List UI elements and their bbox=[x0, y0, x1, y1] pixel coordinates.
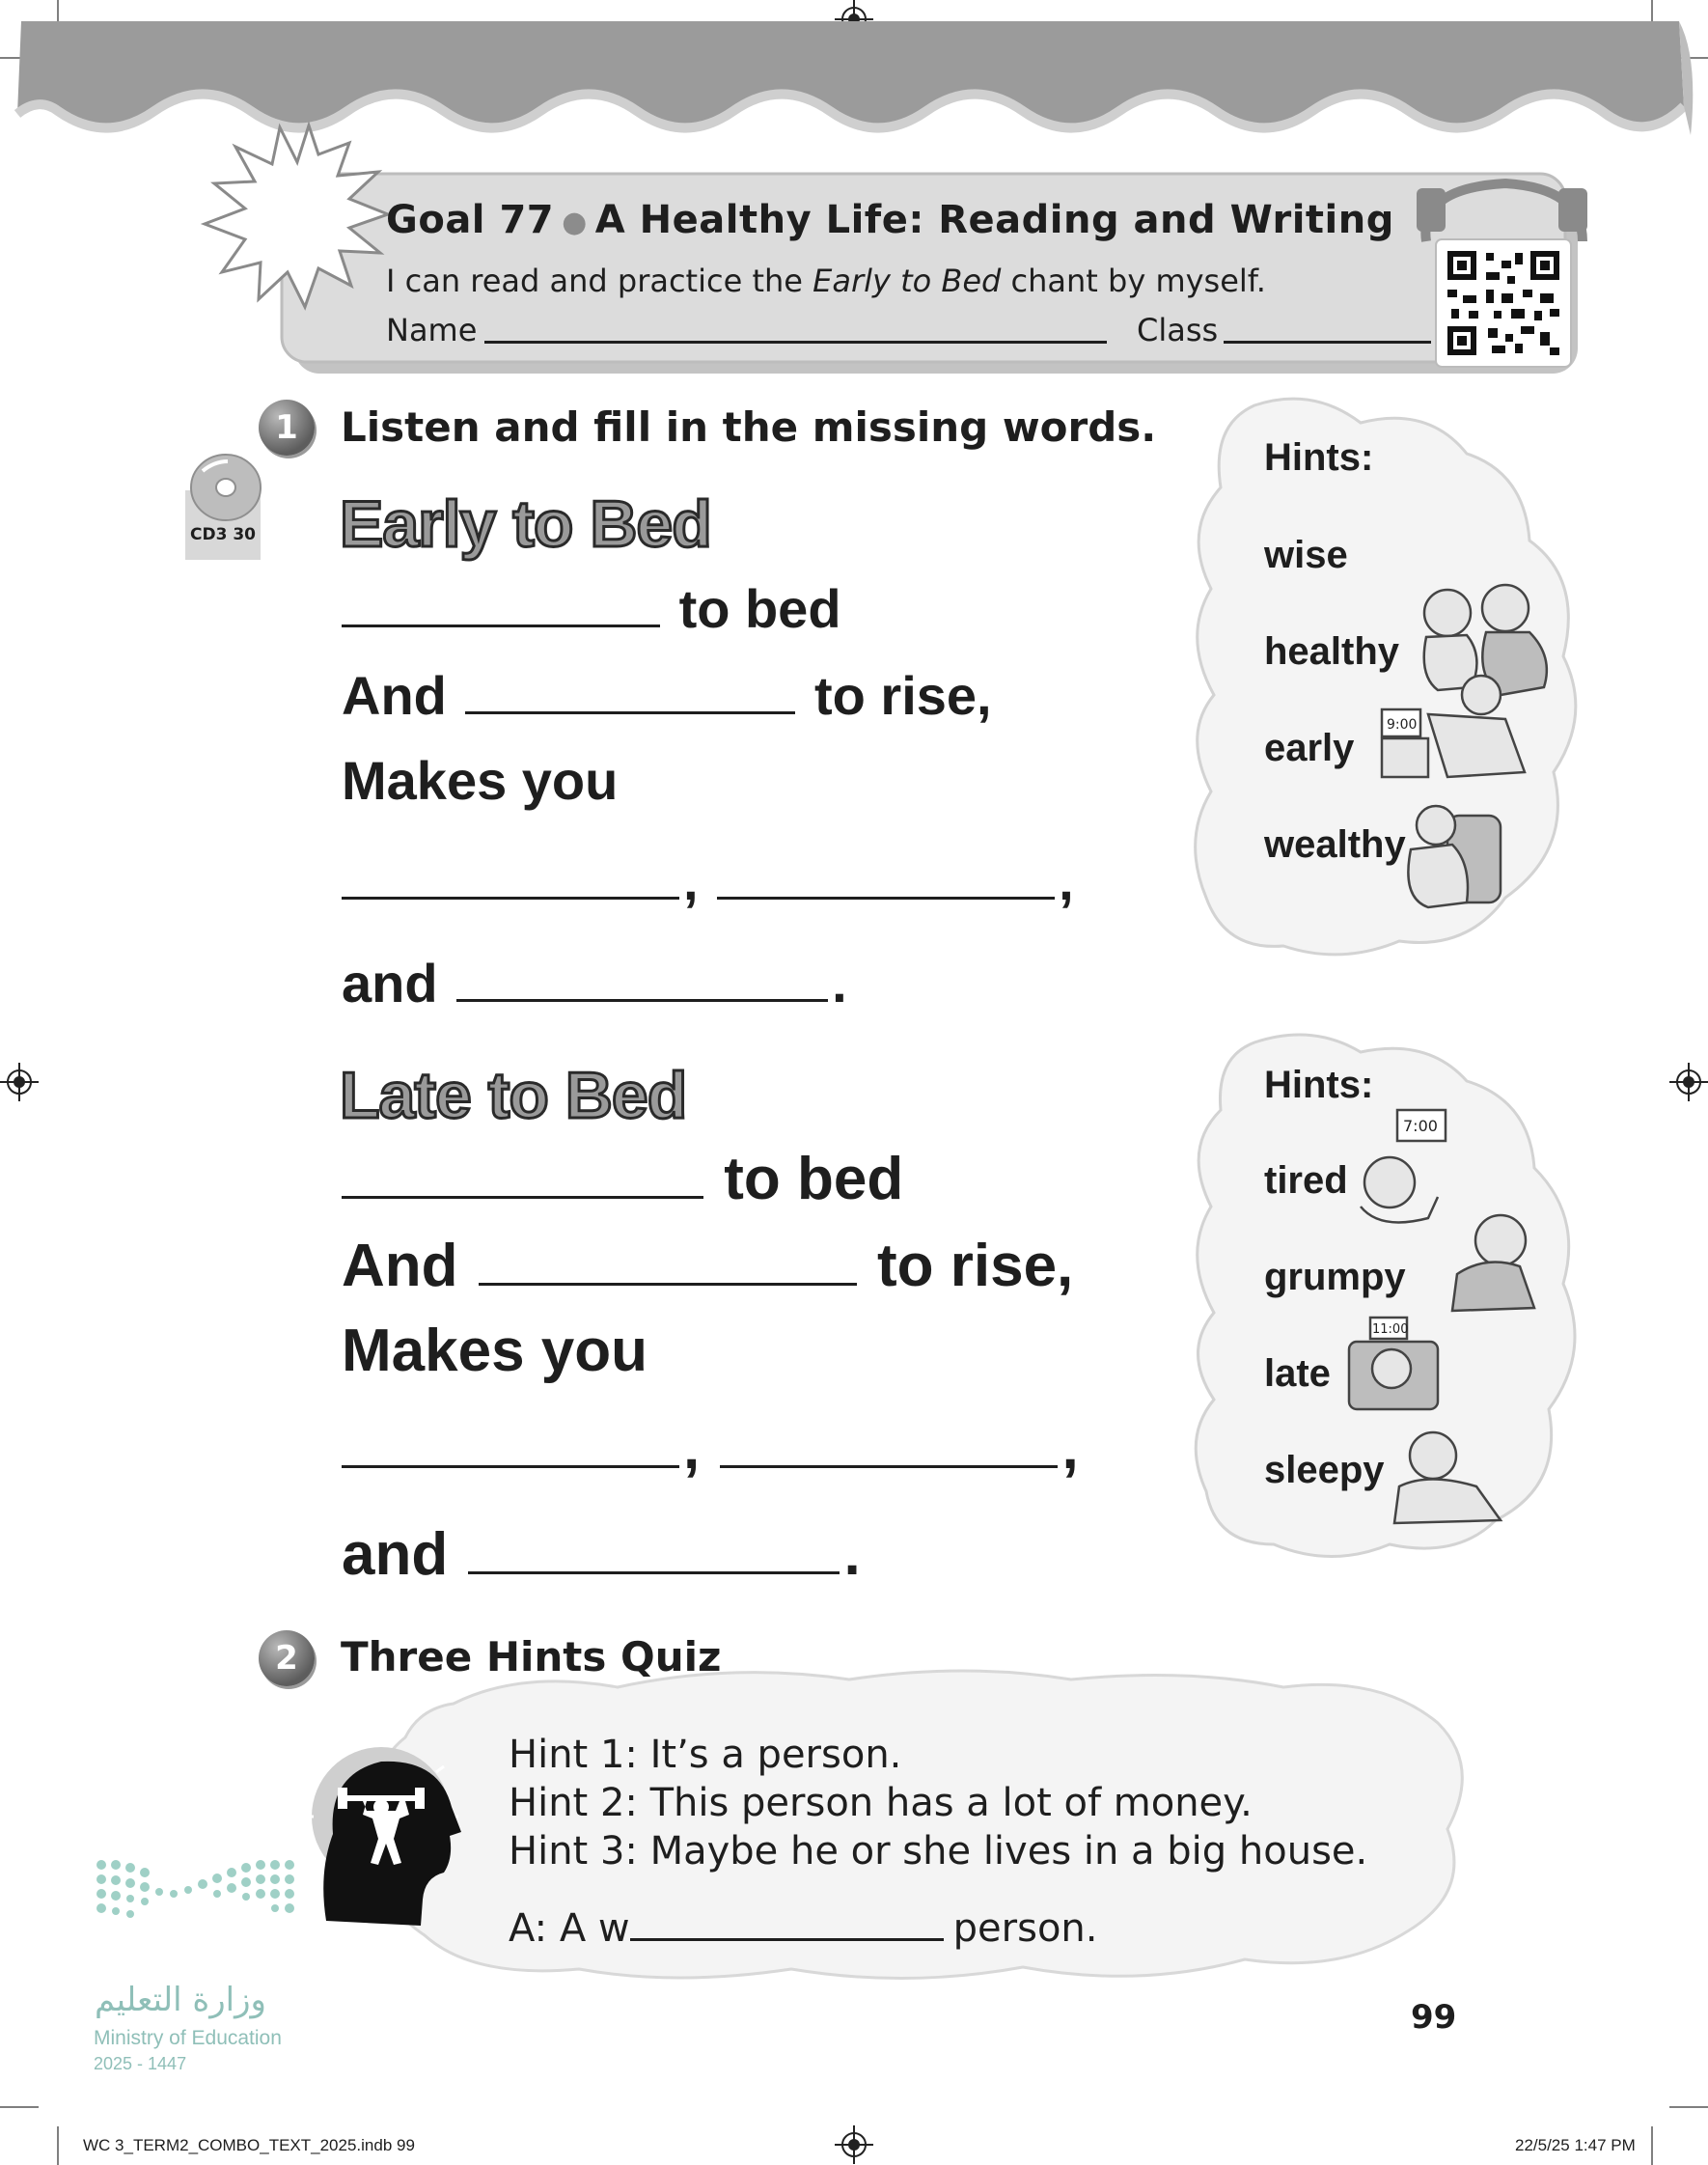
class-label: Class bbox=[1137, 312, 1219, 348]
blank-field[interactable] bbox=[479, 1283, 857, 1286]
blank-field[interactable] bbox=[342, 625, 660, 627]
blank-field[interactable] bbox=[465, 711, 795, 714]
hint-word-wise: wise bbox=[1264, 534, 1348, 576]
chant-1-line-4 bbox=[342, 849, 1074, 912]
hint-word-healthy: healthy bbox=[1264, 630, 1400, 673]
goal-number: Goal 77 bbox=[386, 198, 555, 242]
footer-date: 22/5/25 1:47 PM bbox=[1515, 2136, 1636, 2154]
chant-2-line-3: Makes you bbox=[342, 1318, 648, 1384]
goal-title bbox=[386, 198, 1394, 242]
ministry-arabic-name: وزارة التعليم bbox=[95, 1981, 266, 2019]
blank-field[interactable] bbox=[717, 897, 1055, 900]
clock-label: 9:00 bbox=[1387, 717, 1418, 733]
hint-word-early: early bbox=[1264, 727, 1355, 769]
blank-field[interactable] bbox=[456, 999, 828, 1002]
chant-1-line-2 bbox=[342, 664, 992, 727]
ministry-logo-icon bbox=[96, 1860, 294, 1918]
period: . bbox=[832, 953, 847, 1013]
registration-mark-right bbox=[1669, 1063, 1708, 1101]
goal-name: A Healthy Life: Reading and Writing bbox=[594, 198, 1394, 242]
footer-file-info: WC 3_TERM2_COMBO_TEXT_2025.indb 99 bbox=[83, 2136, 415, 2154]
chant-1-line-5 bbox=[342, 952, 847, 1014]
quiz-hint-2: Hint 2: This person has a lot of money. bbox=[509, 1781, 1253, 1825]
quiz-hint-1: Hint 1: It’s a person. bbox=[509, 1733, 902, 1777]
hints-2-heading: Hints: bbox=[1264, 1064, 1374, 1106]
cd-track-label: CD3 30 bbox=[185, 525, 261, 544]
quiz-hint-3: Hint 3: Maybe he or she lives in a big house. bbox=[509, 1829, 1368, 1874]
hint-word-grumpy: grumpy bbox=[1264, 1256, 1406, 1298]
top-wave-banner bbox=[17, 21, 1693, 135]
goal-objective bbox=[386, 263, 1266, 299]
chant-2-line-2 bbox=[342, 1232, 1073, 1300]
section-1-number: 1 bbox=[259, 400, 315, 456]
section-2-title: Three Hints Quiz bbox=[341, 1633, 722, 1680]
hint-word-sleepy: sleepy bbox=[1264, 1449, 1385, 1491]
hints-1-heading: Hints: bbox=[1264, 436, 1374, 479]
blank-field[interactable] bbox=[342, 1465, 679, 1468]
chant-2-title: Late to Bed bbox=[340, 1059, 687, 1132]
comma: , bbox=[1061, 1415, 1079, 1482]
name-label: Name bbox=[386, 312, 478, 348]
chant-text: and bbox=[342, 1521, 449, 1588]
chant-2-line-1 bbox=[342, 1145, 903, 1213]
answer-suffix: person. bbox=[952, 1906, 1098, 1951]
section-2-number: 2 bbox=[259, 1630, 315, 1686]
chant-text: And bbox=[342, 1233, 458, 1299]
ministry-english-name: Ministry of Education bbox=[94, 2027, 282, 2049]
clock-label: 7:00 bbox=[1403, 1117, 1438, 1135]
blank-field[interactable] bbox=[342, 1196, 703, 1199]
chant-2-line-5 bbox=[342, 1520, 861, 1589]
comma: , bbox=[683, 850, 699, 911]
answer-blank-field[interactable] bbox=[630, 1938, 944, 1941]
registration-mark-left bbox=[0, 1063, 39, 1101]
quiz-answer bbox=[509, 1906, 1097, 1951]
chant-text: And bbox=[342, 665, 447, 726]
hint-word-late: late bbox=[1264, 1352, 1331, 1395]
objective-italic: Early to Bed bbox=[813, 263, 1002, 299]
chant-text: to rise, bbox=[813, 665, 992, 726]
chant-2-line-4 bbox=[342, 1414, 1079, 1483]
chant-text: and bbox=[342, 953, 438, 1013]
chant-1-line-1 bbox=[342, 577, 841, 640]
blank-field[interactable] bbox=[720, 1465, 1058, 1468]
period: . bbox=[843, 1521, 861, 1588]
class-field[interactable] bbox=[1224, 341, 1431, 344]
blank-field[interactable] bbox=[342, 897, 679, 900]
objective-text-end: chant by myself. bbox=[1001, 263, 1266, 299]
clock-label: 11:00 bbox=[1372, 1322, 1409, 1337]
comma: , bbox=[1059, 850, 1074, 911]
name-field[interactable] bbox=[484, 341, 1107, 344]
hint-word-tired: tired bbox=[1264, 1159, 1348, 1202]
rich-man-chair-illustration bbox=[1408, 806, 1501, 907]
chant-text: to bed bbox=[724, 1146, 904, 1212]
comma: , bbox=[683, 1415, 701, 1482]
bullet-dot-icon: ● bbox=[562, 205, 588, 239]
chant-text: to bed bbox=[678, 578, 841, 639]
objective-text: I can read and practice the bbox=[386, 263, 813, 299]
chant-1-line-3: Makes you bbox=[342, 750, 619, 811]
chant-text: to rise, bbox=[877, 1233, 1074, 1299]
section-1-instruction: Listen and fill in the missing words. bbox=[341, 403, 1157, 451]
hint-word-wealthy: wealthy bbox=[1264, 823, 1406, 866]
blank-field[interactable] bbox=[468, 1571, 840, 1574]
registration-mark-bottom bbox=[835, 2125, 873, 2164]
answer-prefix: A: A w bbox=[509, 1906, 630, 1951]
page-number: 99 bbox=[1411, 1998, 1457, 2037]
chant-1-title: Early to Bed bbox=[340, 487, 711, 561]
ministry-years: 2025 - 1447 bbox=[94, 2054, 187, 2073]
